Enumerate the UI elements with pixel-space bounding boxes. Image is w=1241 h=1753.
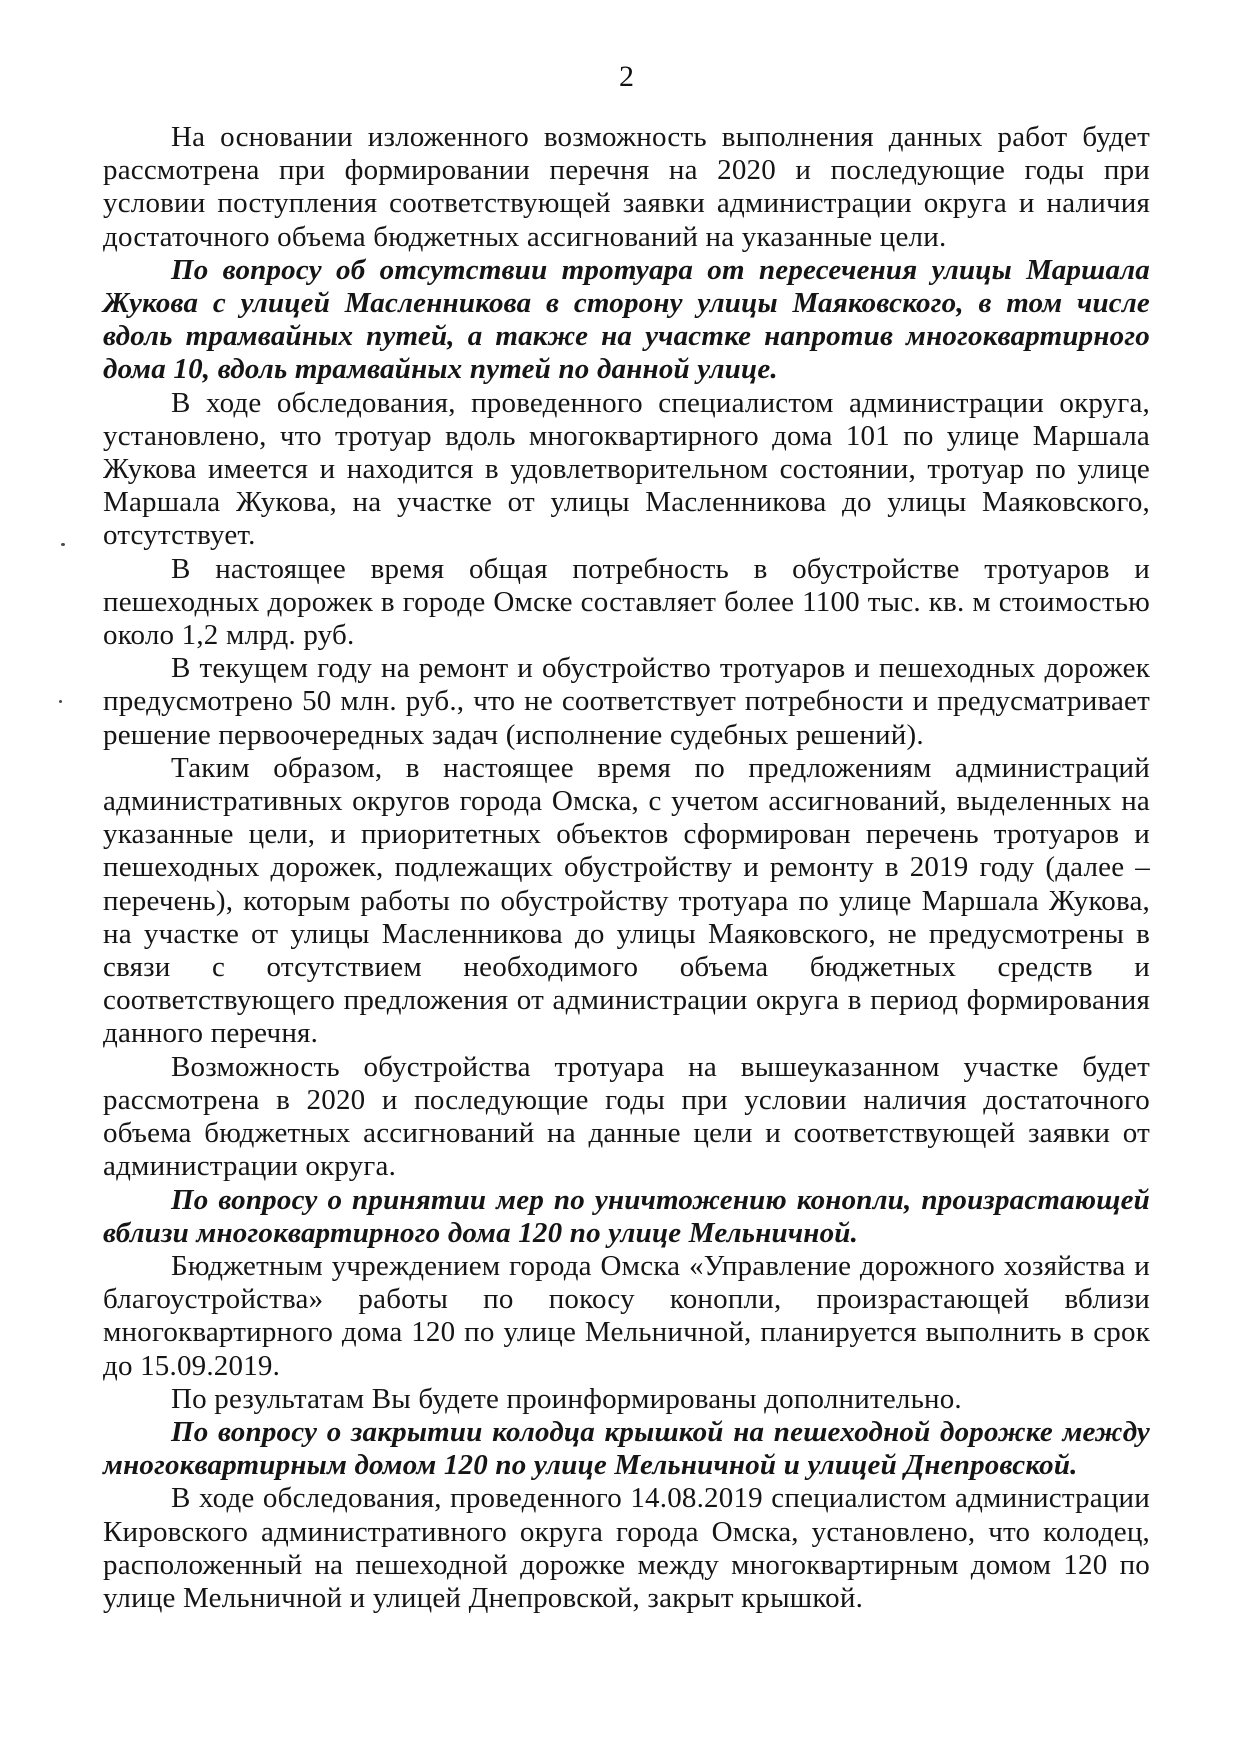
scan-artifact-dot <box>59 700 62 703</box>
paragraph: Возможность обустройства тротуара на вышеуказанном участке будет рассмотрена в 2020 и последующие годы при условии наличия достаточного объема бюджетных ассигнований на данные цели и соответствующей заявки от администрации округа. <box>103 1050 1150 1183</box>
paragraph: По вопросу о принятии мер по уничтожению конопли, произрастающей вблизи многоквартирного дома 120 по улице Мельничной. <box>103 1183 1150 1249</box>
paragraph: Таким образом, в настоящее время по предложениям администраций административных округов города Омска, с учетом ассигнований, выделенных на указанные цели, и приоритетных объектов сформирован перечень тротуаров и пешеходных дорожек, подлежащих обустройству и ремонту в 2019 году (далее – перечень), которым работы по обустройству тротуара по улице Маршала Жукова, на участке от улицы Масленникова до улицы Маяковского, не предусмотрены в связи с отсутствием необходимого объема бюджетных средств и соответствующего предложения от администрации округа в период формирования данного перечня. <box>103 751 1150 1050</box>
paragraph: По вопросу об отсутствии тротуара от пересечения улицы Маршала Жукова с улицей Масленникова в сторону улицы Маяковского, в том числе вдоль трамвайных путей, а также на участке напротив многоквартирного дома 10, вдоль трамвайных путей по данной улице. <box>103 253 1150 386</box>
paragraph: На основании изложенного возможность выполнения данных работ будет рассмотрена при формировании перечня на 2020 и последующие годы при условии поступления соответствующей заявки администрации округа и наличия достаточного объема бюджетных ассигнований на указанные цели. <box>103 121 1150 253</box>
paragraph: В ходе обследования, проведенного специалистом администрации округа, установлено, что тротуар вдоль многоквартирного дома 101 по улице Маршала Жукова имеется и находится в удовлетворительном состоянии, тротуар по улице Маршала Жукова, на участке от улицы Масленникова до улицы Маяковского, отсутствует. <box>103 386 1150 552</box>
scan-artifact-dot <box>61 543 65 546</box>
page-number: 2 <box>619 60 634 93</box>
paragraph: В ходе обследования, проведенного 14.08.2019 специалистом администрации Кировского административного округа города Омска, установлено, что колодец, расположенный на пешеходной дорожке между многоквартирным домом 120 по улице Мельничной и улицей Днепровской, закрыт крышкой. <box>103 1482 1150 1614</box>
paragraph: В настоящее время общая потребность в обустройстве тротуаров и пешеходных дорожек в городе Омске составляет более 1100 тыс. кв. м стоимостью около 1,2 млрд. руб. <box>103 552 1150 652</box>
document-body <box>103 121 1150 1615</box>
paragraph: В текущем году на ремонт и обустройство тротуаров и пешеходных дорожек предусмотрено 50 млн. руб., что не соответствует потребности и предусматривает решение первоочередных задач (исполнение судебных решений). <box>103 652 1150 751</box>
paragraph: По результатам Вы будете проинформированы дополнительно. <box>171 1382 962 1415</box>
paragraph: Бюджетным учреждением города Омска «Управление дорожного хозяйства и благоустройства» работы по покосу конопли, произрастающей вблизи многоквартирного дома 120 по улице Мельничной, планируется выполнить в срок до 15.09.2019. <box>103 1249 1150 1382</box>
paragraph: По вопросу о закрытии колодца крышкой на пешеходной дорожке между многоквартирным домом 120 по улице Мельничной и улицей Днепровской. <box>103 1415 1150 1482</box>
